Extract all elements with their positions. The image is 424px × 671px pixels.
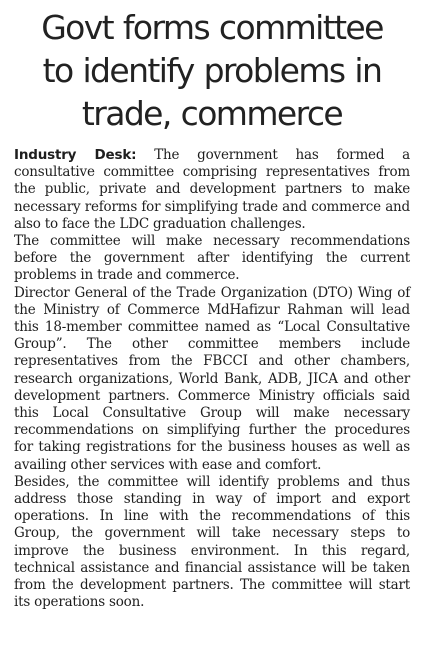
article-headline bbox=[14, 6, 410, 135]
article-paragraph: Director General of the Trade Organization (DTO) Wing of the Ministry of Commerce MdHafizur Rahman will lead this 18-member committee named as “Local Consultative Group”. The other committee members include representatives from the FBCCI and other chambers, research organizations, World Bank, ADB, JICA and other development partners. Commerce Ministry officials said this Local Consultative Group will make necessary recommendations on simplifying further the procedures for taking registrations for the business houses as well as availing other services with ease and comfort. bbox=[14, 284, 410, 473]
dateline: Industry Desk: bbox=[14, 147, 137, 163]
article-body bbox=[14, 147, 410, 611]
paragraph-text: The government has formed a consultative committee comprising representatives from the public, private and development partners to make necessary reforms for simplifying trade and commerce and also to face the LDC graduation challenges. bbox=[14, 147, 411, 232]
headline-line: trade, commerce bbox=[81, 94, 343, 133]
headline-line: to identify problems in bbox=[42, 51, 382, 90]
headline-line: Govt forms committee bbox=[41, 8, 383, 47]
article-paragraph: Besides, the committee will identify problems and thus address those standing in way of import and export operations. In line with the recommendations of this Group, the government will take necessary steps to improve the business environment. In this regard, technical assistance and financial assistance will be taken from the development partners. The committee will start its operations soon. bbox=[14, 473, 410, 611]
article-paragraph: The committee will make necessary recommendations before the government after identifying the current problems in trade and commerce. bbox=[14, 233, 410, 284]
article-paragraph bbox=[14, 147, 410, 233]
